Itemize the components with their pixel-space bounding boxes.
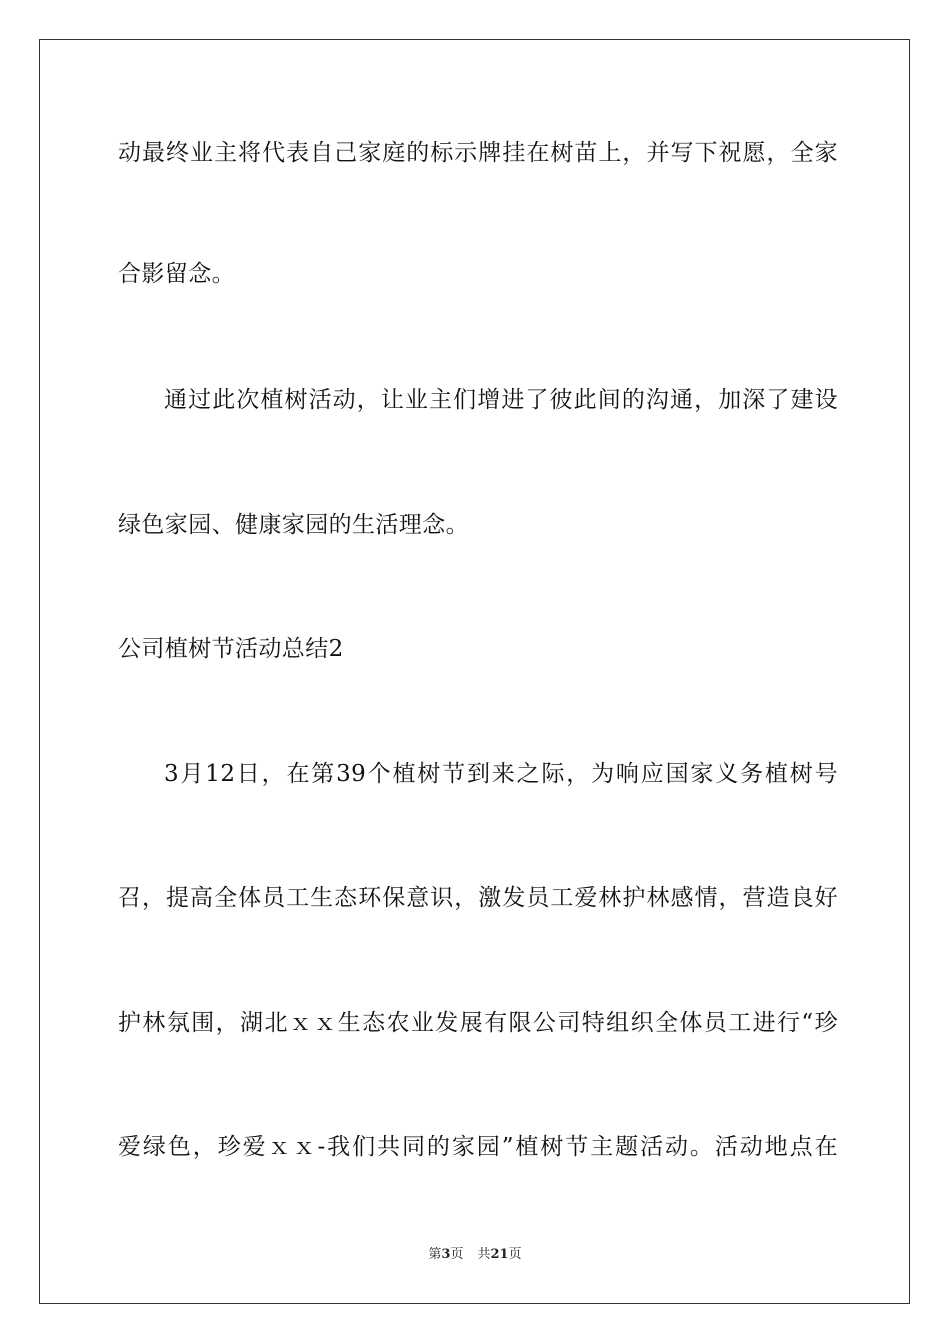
body-line-7: 召，提高全体员工生态环保意识，激发员工爱林护林感情，营造良好: [118, 885, 838, 911]
page-footer: [0, 1246, 950, 1264]
section-heading: 公司植树节活动总结2: [118, 636, 344, 662]
body-line-9: 爱绿色，珍爱ｘｘ-我们共同的家园”植树节主题活动。活动地点在: [118, 1134, 838, 1160]
body-line-8: 护林氛围，湖北ｘｘ生态农业发展有限公司特组织全体员工进行“珍: [118, 1010, 838, 1036]
footer-total-pages: 21: [490, 1247, 509, 1262]
body-line-1: 动最终业主将代表自己家庭的标示牌挂在树苗上，并写下祝愿，全家: [118, 140, 838, 166]
body-line-2: 合影留念。: [118, 261, 235, 287]
footer-page-prefix: 第: [428, 1247, 442, 1262]
body-line-3: 通过此次植树活动，让业主们增进了彼此间的沟通，加深了建设: [164, 387, 838, 413]
footer-page-number: 3: [441, 1247, 451, 1262]
body-line-6: 3月12日，在第39个植树节到来之际，为响应国家义务植树号: [164, 761, 838, 787]
page-border: [39, 39, 910, 1304]
footer-page-suffix: 页: [450, 1247, 464, 1262]
footer-total-prefix: 共: [477, 1247, 491, 1262]
footer-total-suffix: 页: [508, 1247, 522, 1262]
body-line-4: 绿色家园、健康家园的生活理念。: [118, 512, 469, 538]
